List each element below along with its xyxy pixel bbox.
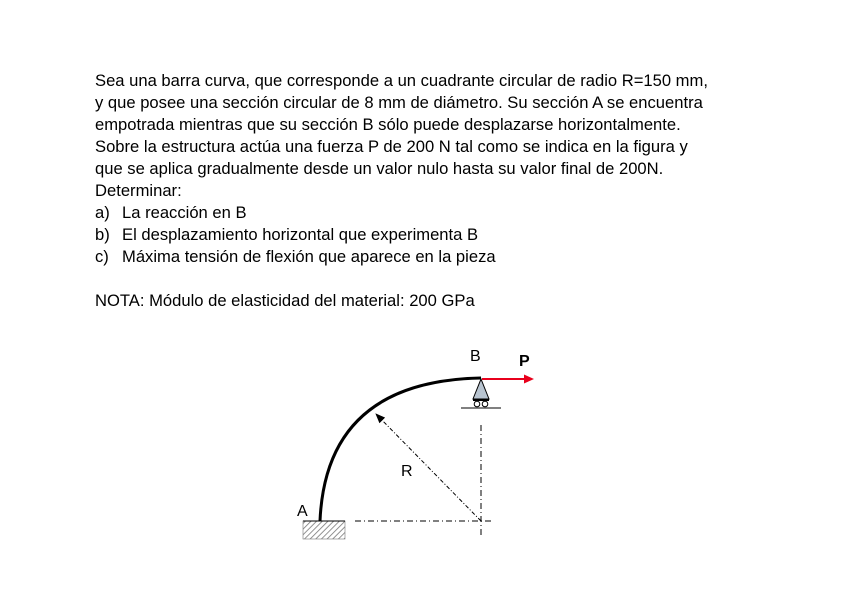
question-b-marker: b) <box>95 225 110 244</box>
statement-line-2: y que posee una sección circular de 8 mm de diámetro. Su sección A se encuentra <box>95 93 703 112</box>
label-r: R <box>401 463 413 480</box>
question-b-text: El desplazamiento horizontal que experimenta B <box>122 225 479 244</box>
statement-line-4: Sobre la estructura actúa una fuerza P de 200 N tal como se indica en la figura y <box>95 137 688 156</box>
roller-support-b <box>461 379 501 408</box>
statement-line-6: Determinar: <box>95 181 182 200</box>
question-a-text: La reacción en B <box>122 203 247 222</box>
note-line: NOTA: Módulo de elasticidad del material: 200 GPa <box>95 291 475 310</box>
statement-line-5: que se aplica gradualmente desde un valor nulo hasta su valor final de 200N. <box>95 159 664 178</box>
question-c-marker: c) <box>95 247 109 266</box>
question-a-marker: a) <box>95 203 110 222</box>
question-c-text: Máxima tensión de flexión que aparece en la pieza <box>122 247 496 266</box>
statement-line-3: empotrada mientras que su sección B sólo puede desplazarse horizontalmente. <box>95 115 681 134</box>
curved-bar <box>320 378 481 521</box>
force-p-arrow <box>482 375 534 384</box>
radius-line <box>376 414 481 521</box>
statement-line-1: Sea una barra curva, que corresponde a un cuadrante circular de radio R=150 mm, <box>95 71 708 90</box>
label-b: B <box>470 348 481 365</box>
label-p: P <box>519 353 530 370</box>
fixed-support-a <box>303 521 345 539</box>
label-a: A <box>297 503 308 520</box>
